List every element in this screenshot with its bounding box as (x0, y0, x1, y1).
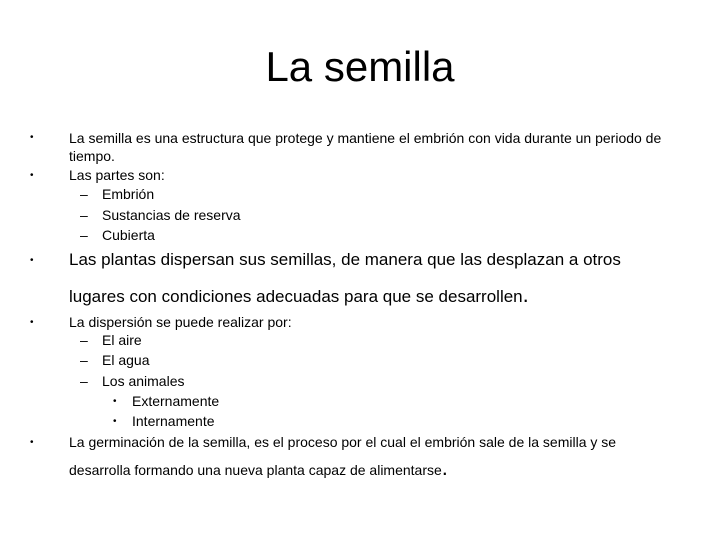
bullet-text-line: Las plantas dispersan sus semillas, de manera que las desplazan a otros (69, 250, 621, 269)
bullet-text-span: lugares con condiciones adecuadas para que se desarrollen (69, 287, 523, 306)
bullet: • (30, 255, 34, 266)
bullet-text-line (69, 455, 448, 480)
sub-item: Los animales (102, 373, 185, 389)
bullet-text-line: La germinación de la semilla, es el proceso por el cual el embrión sale de la semilla y se (69, 434, 617, 450)
sub-dash: – (80, 332, 88, 348)
end-mark: . (441, 455, 448, 480)
sub-dash: – (80, 373, 88, 389)
sub-item: El aire (102, 332, 142, 348)
bullet-text-line (69, 282, 529, 307)
subsub-bullet: • (113, 416, 117, 427)
sub-item: Embrión (102, 186, 155, 202)
sub-dash: – (80, 186, 88, 202)
sub-dash: – (80, 352, 88, 368)
sub-item: El agua (102, 352, 150, 368)
sub-dash: – (80, 227, 88, 243)
bullet-text: Las partes son: (69, 167, 165, 183)
slide-title: La semilla (265, 43, 455, 90)
subsub-bullet: • (113, 396, 117, 407)
bullet-text: La dispersión se puede realizar por: (69, 314, 292, 330)
bullet: • (30, 170, 34, 181)
bullet-text-line: La semilla es una estructura que protege y mantiene el embrión con vida durante un periodo de (69, 130, 662, 146)
bullet: • (30, 437, 34, 448)
subsub-item: Internamente (132, 413, 215, 429)
end-mark: . (522, 282, 529, 307)
sub-item: Sustancias de reserva (102, 207, 241, 223)
sub-item: Cubierta (102, 227, 155, 243)
bullet-text-line: tiempo. (69, 148, 115, 164)
sub-dash: – (80, 207, 88, 223)
bullet: • (30, 317, 34, 328)
bullet-text-span: desarrolla formando una nueva planta capaz de alimentarse (69, 462, 442, 478)
subsub-item: Externamente (132, 393, 220, 409)
bullet: • (30, 132, 34, 143)
